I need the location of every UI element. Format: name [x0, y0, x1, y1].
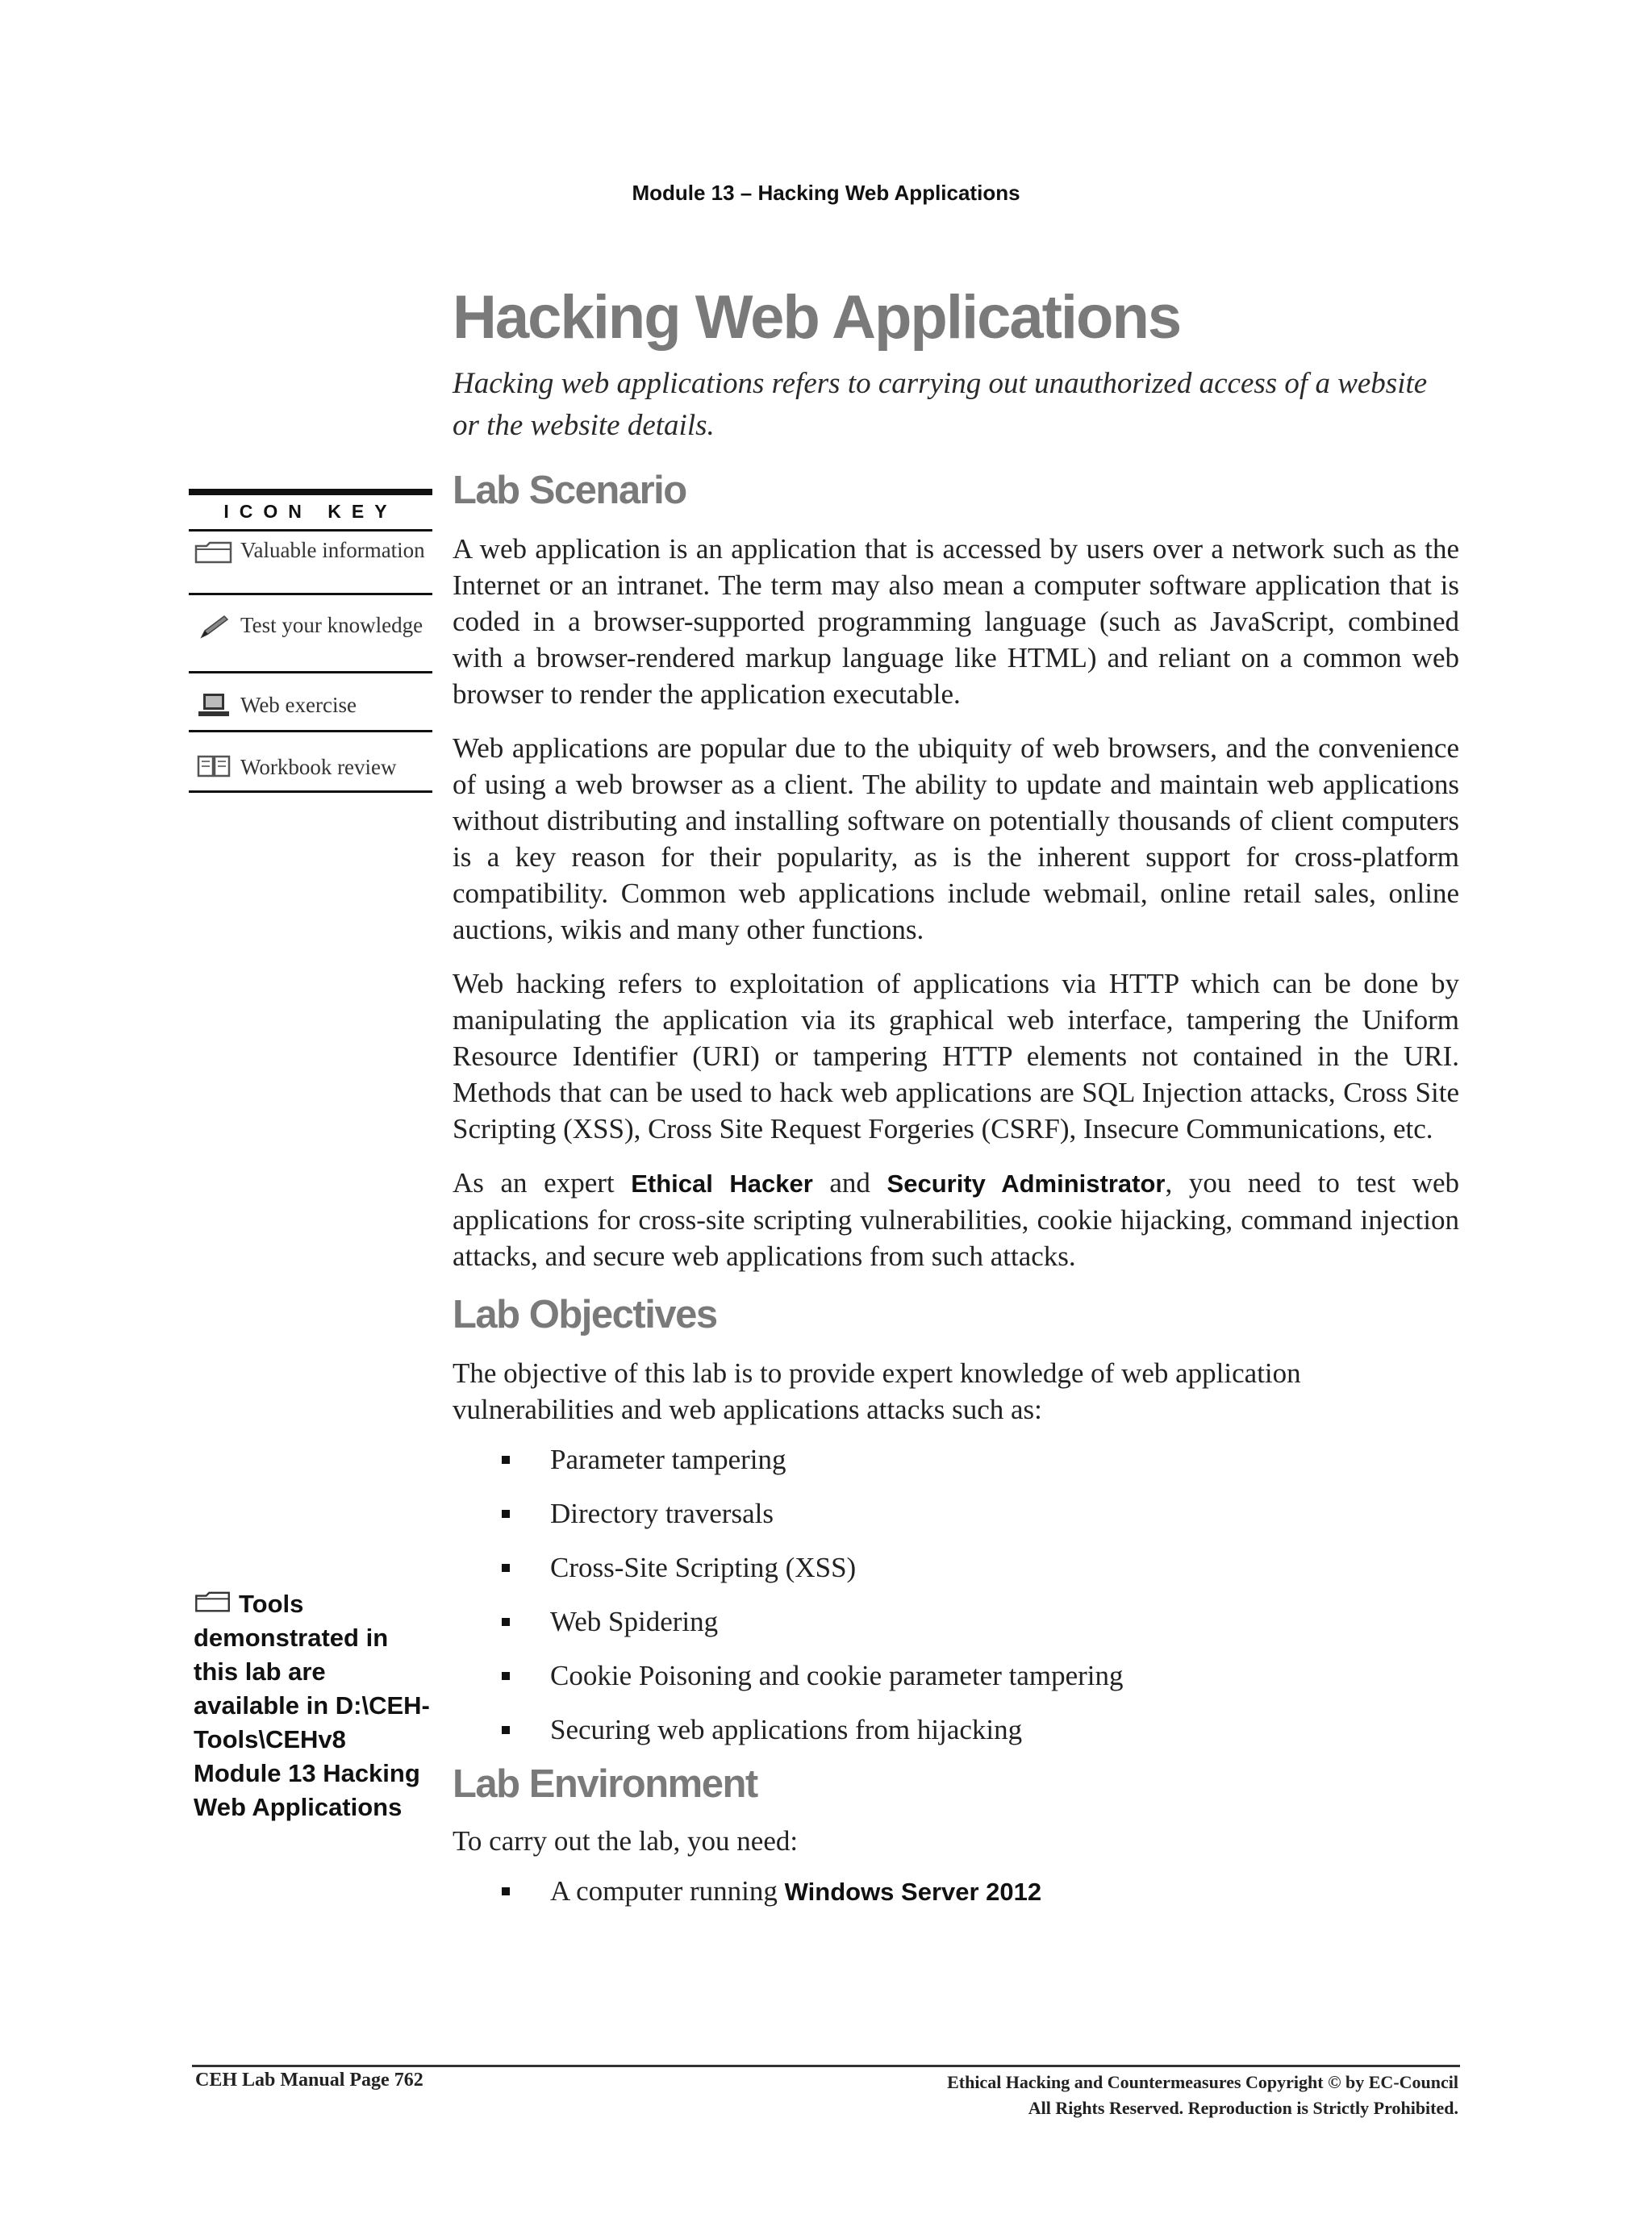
scenario-paragraph-3: Web hacking refers to exploitation of applications via HTTP which can be done by manipulating the application via its graphical web interface, tampering the Uniform Resource Identifier (URI) or tampering HTTP elements not contained in the URI. Methods that can be used to hack web applications are SQL Injection attacks, Cross Site Scripting (XSS), Cross Site Request Forgeries (CSRF), Insecure Communications, etc.: [453, 968, 1459, 1144]
footer-copyright-line-1: Ethical Hacking and Countermeasures Copyright © by EC-Council: [947, 2072, 1458, 2092]
icon-key-label-test: Test your knowledge: [240, 613, 423, 637]
icon-key-item-web: [189, 673, 432, 732]
icon-key-bar: [189, 489, 432, 495]
icon-key: [189, 489, 432, 793]
book-icon: [194, 752, 234, 779]
p4-text-2: and: [812, 1167, 887, 1199]
list-item: Cross-Site Scripting (XSS): [453, 1541, 1459, 1595]
environment-intro: To carry out the lab, you need:: [453, 1825, 799, 1857]
icon-key-item-test: [189, 595, 432, 673]
p4-security-admin: Security Administrator: [886, 1169, 1166, 1198]
p4-text-3: , you need to test web applications for cross-site scripting vulnerabilities, cookie hijacking, command injection attacks, and secure web applications from such attacks.: [453, 1167, 1459, 1272]
p4-ethical-hacker: Ethical Hacker: [631, 1169, 813, 1198]
lab-objectives-heading: Lab Objectives: [453, 1293, 717, 1336]
icon-key-item-valuable: [189, 532, 432, 595]
pencil-icon: [194, 613, 234, 640]
footer-copyright-line-2: All Rights Reserved. Reproduction is Strictly Prohibited.: [1028, 2098, 1458, 2118]
environment-list: [453, 1864, 1459, 1919]
main-content: [453, 281, 1459, 1919]
icon-key-title: ICON KEY: [189, 495, 432, 532]
list-item: [453, 1864, 1459, 1919]
scenario-paragraph-1: A web application is an application that is accessed by users over a network such as the Internet or an intranet. The term may also mean a computer software application that is coded in a browser-supported programming language (such as JavaScript, combined with a browser-rendered markup language like HTML) and reliant on a common web browser to render the application executable.: [453, 533, 1459, 710]
page-title: Hacking Web Applications: [453, 283, 1181, 352]
lab-environment-heading: Lab Environment: [453, 1762, 757, 1806]
list-item: Parameter tampering: [453, 1432, 1459, 1486]
scenario-paragraph-4: [453, 1165, 1459, 1274]
scenario-paragraph-2: Web applications are popular due to the ubiquity of web browsers, and the convenience of using a web browser as a client. The ability to update and maintain web applications without distributing and installing software on potentially thousands of client computers is a key reason for their popularity, as is the inherent support for cross-platform compatibility. Common web applications include webmail, online retail sales, online auctions, wikis and many other functions.: [453, 732, 1459, 945]
objectives-list: [453, 1432, 1459, 1757]
lab-scenario-heading: Lab Scenario: [453, 469, 686, 512]
icon-key-item-workbook: [189, 732, 432, 793]
page-subtitle: Hacking web applications refers to carrying out unauthorized access of a website or the website details.: [453, 367, 1428, 442]
footer-page: CEH Lab Manual Page 762: [195, 2070, 423, 2091]
list-item: Cookie Poisoning and cookie parameter tampering: [453, 1649, 1459, 1703]
footer-rule: [192, 2065, 1460, 2067]
tools-note: [194, 1587, 436, 1824]
list-item: Securing web applications from hijacking: [453, 1703, 1459, 1757]
environment-item-text: A computer running: [550, 1875, 785, 1907]
tools-note-text: Tools demonstrated in this lab are available in D:\CEH-Tools\CEHv8 Module 13 Hacking Web Applications: [194, 1590, 430, 1821]
list-item: Directory traversals: [453, 1486, 1459, 1541]
icon-key-label-valuable: Valuable information: [240, 538, 425, 562]
icon-key-label-web: Web exercise: [240, 693, 357, 717]
module-header: Module 13 – Hacking Web Applications: [632, 181, 1020, 205]
folder-icon: [194, 540, 234, 567]
objectives-intro: The objective of this lab is to provide expert knowledge of web application vulnerabilities and web applications attacks such as:: [453, 1357, 1301, 1425]
p4-text-1: As an expert: [453, 1167, 632, 1199]
laptop-icon: [194, 691, 234, 719]
icon-key-label-workbook: Workbook review: [240, 755, 397, 779]
environment-item-os: Windows Server 2012: [784, 1878, 1042, 1906]
footer-copyright: [947, 2070, 1458, 2121]
list-item: Web Spidering: [453, 1595, 1459, 1649]
folder-icon: [194, 1590, 232, 1616]
